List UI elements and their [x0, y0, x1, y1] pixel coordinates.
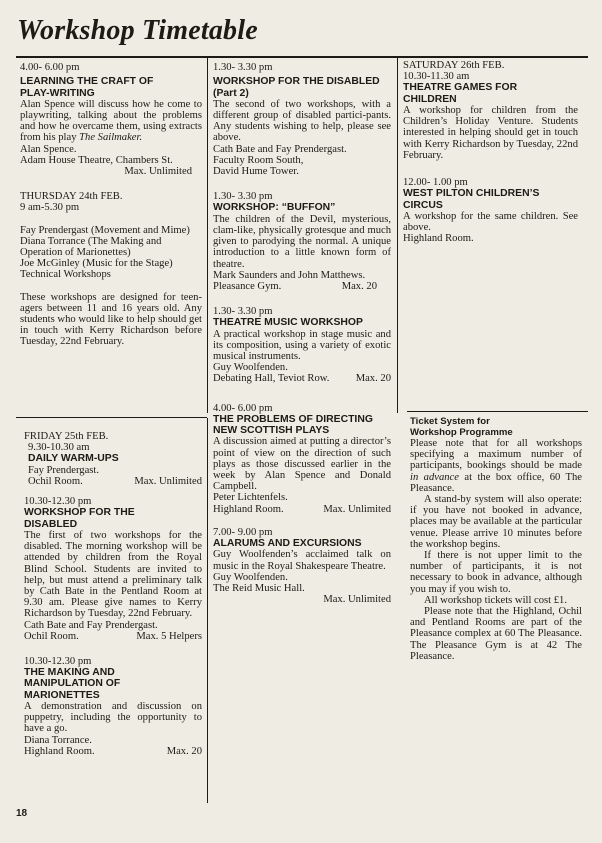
workshop-leader: Fay Prendergast. [28, 464, 100, 476]
ticket-paragraph: All workshop tickets will cost £1. [424, 594, 568, 606]
workshop-heading: WORKSHOP FOR THE DISABLED [213, 76, 380, 88]
workshop-leader: Guy Woolfenden. [213, 571, 288, 583]
workshop-time: 4.00- 6.00 pm [20, 62, 80, 73]
workshop-heading: THE PROBLEMS OF DIRECTING [213, 413, 373, 425]
workshop-leader: Cath Bate and Fay Prendergast. [24, 619, 158, 631]
ticket-heading: Workshop Programme [410, 427, 513, 438]
workshop-max: Max. Unlimited [124, 166, 192, 178]
workshop-heading: LEARNING THE CRAFT OF [20, 76, 154, 88]
column-right [403, 60, 578, 255]
workshop-venue: Faculty Room South, [213, 154, 304, 166]
thursday-section [20, 191, 202, 347]
directing-workshop [213, 403, 391, 515]
ticket-heading: Ticket System for [410, 416, 490, 427]
column-left-top [20, 62, 202, 359]
workshop-leader: Mark Saunders and John Matthews. [213, 269, 366, 281]
thursday-item: Technical Workshops [20, 269, 111, 281]
workshop-venue: David Hume Tower. [213, 166, 299, 178]
workshop-time: 10.30-12.30 pm [24, 655, 92, 667]
workshop-time: 12.00- 1.00 pm [403, 177, 468, 189]
workshop-heading: WEST PILTON CHILDREN’S [403, 188, 540, 200]
workshop-heading: CHILDREN [403, 93, 457, 105]
warmups-workshop [24, 442, 202, 487]
page-title: Workshop Timetable [17, 15, 258, 46]
workshop-venue-row: Pleasance Gym. Max. 20 [213, 280, 377, 292]
header-rule [16, 56, 588, 58]
alarums-workshop [213, 527, 391, 606]
workshop-description: The children of the Devil, mysterious, clam-like, physically grotesque and much given to parodying the normal. A unique introduction to a little known form of theatre. [213, 213, 391, 270]
thursday-item: Joe McGinley (Music for the Stage) [20, 258, 173, 270]
workshop-venue: The Reid Music Hall. [213, 582, 305, 594]
ticket-system-section [410, 416, 582, 662]
day-heading: FRIDAY 25th FEB. [24, 431, 109, 442]
workshop-time: 4.00- 6.00 pm [213, 402, 273, 414]
workshop-heading: THE MAKING AND [24, 667, 115, 679]
workshop-time: 10.30-12.30 pm [24, 496, 92, 508]
workshop-venue-row: Highland Room. Max. Unlimited [213, 503, 391, 515]
workshop-time: 1.30- 3.30 pm [213, 306, 273, 318]
workshop-heading: (Part 2) [213, 87, 249, 99]
workshop-venue: Highland Room. [403, 233, 474, 245]
section-rule-left [16, 417, 207, 418]
workshop-description: The first of two workshops for the disabled. The morning workshop will be attended by children from the Royal Blind School. Students are invited to help, but must attend a preliminary talk by Cath Bate in the Pentland Room at 9.30 am. Please give names to Kerry Richardson by Tuesday, 22nd February. [24, 529, 202, 620]
workshop-heading: DAILY WARM-UPS [28, 453, 119, 465]
workshop-time: 9 am-5.30 pm [20, 202, 80, 214]
workshop-heading: THEATRE GAMES FOR [403, 82, 518, 94]
workshop-leader: Diana Torrance. [24, 734, 92, 746]
section-rule-right [407, 411, 588, 412]
workshop-description: Guy Woolfenden’s acclaimed talk on music in the Royal Shakespeare Theatre. [213, 549, 391, 572]
disabled-workshop-part2 [213, 62, 391, 177]
column-left-bottom [24, 431, 202, 768]
thursday-item: Fay Prendergast (Movement and Mime) [20, 224, 190, 236]
workshop-description: Alan Spence will discuss how he come to playwriting, talking about the problems and how he overcame them, using extracts from his play The Sailmaker. [20, 98, 202, 144]
workshop-venue-row: Debating Hall, Teviot Row. Max. 20 [213, 373, 391, 385]
ticket-paragraph: Please note that the Highland, Ochil and Pentland Rooms are part of the Pleasance complex at 60 The Pleasance. The Pleasance Gym is at 42 The Pleasance. [410, 606, 582, 662]
workshop-venue-row: Highland Room. Max. 20 [24, 745, 202, 757]
workshop-heading: THEATRE MUSIC WORKSHOP [213, 317, 363, 329]
workshop-leader: Cath Bate and Fay Prendergast. [213, 143, 347, 155]
marionettes-workshop [24, 656, 202, 757]
workshop-time: 1.30- 3.30 pm [213, 62, 273, 73]
disabled-workshop-part1 [24, 496, 202, 642]
workshop-leader: Guy Woolfenden. [213, 362, 288, 374]
workshop-time: 9.30-10.30 am [28, 442, 90, 454]
workshop-venue-row: Ochil Room. Max. 5 Helpers [24, 630, 202, 642]
workshop-heading: PLAY-WRITING [20, 87, 95, 99]
workshop-time: 10.30-11.30 am [403, 71, 470, 83]
workshop-heading: WORKSHOP FOR THE [24, 507, 135, 519]
workshop-leader: Alan Spence. [20, 143, 77, 155]
workshop-description: A workshop for the same children. See above. [403, 210, 578, 234]
thursday-note: These workshops are designed for teen-agers between 11 and 16 years old. Any students who would like to help should get in touch with Kerry Richardson before Tuesday, 22nd February. [20, 291, 202, 348]
column-divider-left-lower [207, 418, 208, 803]
workshop-heading: DISABLED [24, 518, 78, 530]
workshop-description: A practical workshop in stage music and its composition, using a variety of exotic musical instruments. [213, 328, 391, 363]
playwriting-workshop [20, 62, 202, 177]
workshop-venue-row: Ochil Room. Max. Unlimited [28, 475, 202, 487]
workshop-max: Max. Unlimited [323, 594, 391, 606]
theatre-music-workshop [213, 306, 391, 385]
theatre-games-workshop [403, 71, 578, 161]
thursday-item: Diana Torrance (The Making and Operation of Marionettes) [20, 235, 162, 259]
workshop-description: A workshop for children from the Children’s Holiday Venture. Students interested in helping should get in touch with Kerry Richardson by Tuesday, 22nd February. [403, 105, 578, 161]
buffon-workshop [213, 191, 391, 292]
day-heading: THURSDAY 24th FEB. [20, 191, 123, 203]
page-number: 18 [16, 808, 28, 819]
workshop-heading: MANIPULATION OF [24, 678, 121, 690]
workshop-heading: ALARUMS AND EXCURSIONS [213, 538, 362, 550]
workshop-heading: NEW SCOTTISH PLAYS [213, 425, 330, 437]
workshop-description: A demonstration and discussion on puppetry, including the opportunity to have a go. [24, 701, 202, 735]
workshop-heading: WORKSHOP: “BUFFON” [213, 202, 336, 214]
workshop-leader: Peter Lichtenfels. [213, 492, 288, 504]
workshop-time: 1.30- 3.30 pm [213, 191, 273, 203]
ticket-paragraph: A stand-by system will also operate: if you have not booked in advance, places may be available at the particular venue. Please arrive 10 minutes before the workshop begins. [410, 494, 582, 550]
workshop-description: The second of two workshops, with a different group of disabled partici-pants. Any students wishing to help, please see above. [213, 98, 391, 144]
circus-workshop [403, 177, 578, 244]
column-divider-left [207, 58, 208, 413]
day-heading: SATURDAY 26th FEB. [403, 60, 505, 71]
column-divider-right [397, 58, 398, 413]
workshop-time: 7.00- 9.00 pm [213, 526, 273, 538]
ticket-paragraph: Please note that for all workshops specifying a maximum number of participants, bookings should be made in advance at the box office, 60 The Pleasance. [410, 438, 583, 494]
workshop-venue: Adam House Theatre, Chambers St. [20, 154, 173, 166]
workshop-heading: CIRCUS [403, 199, 443, 211]
column-middle [213, 62, 391, 616]
workshop-heading: MARIONETTES [24, 689, 100, 701]
workshop-description: A discussion aimed at putting a director’s point of view on the direction of such plays as those discussed earlier in the week by Alan Spence and Donald Campbell. [213, 436, 391, 493]
ticket-paragraph: If there is not upper limit to the number of participants, it is not necessary to book in advance, although you may if you wish to. [410, 550, 582, 595]
